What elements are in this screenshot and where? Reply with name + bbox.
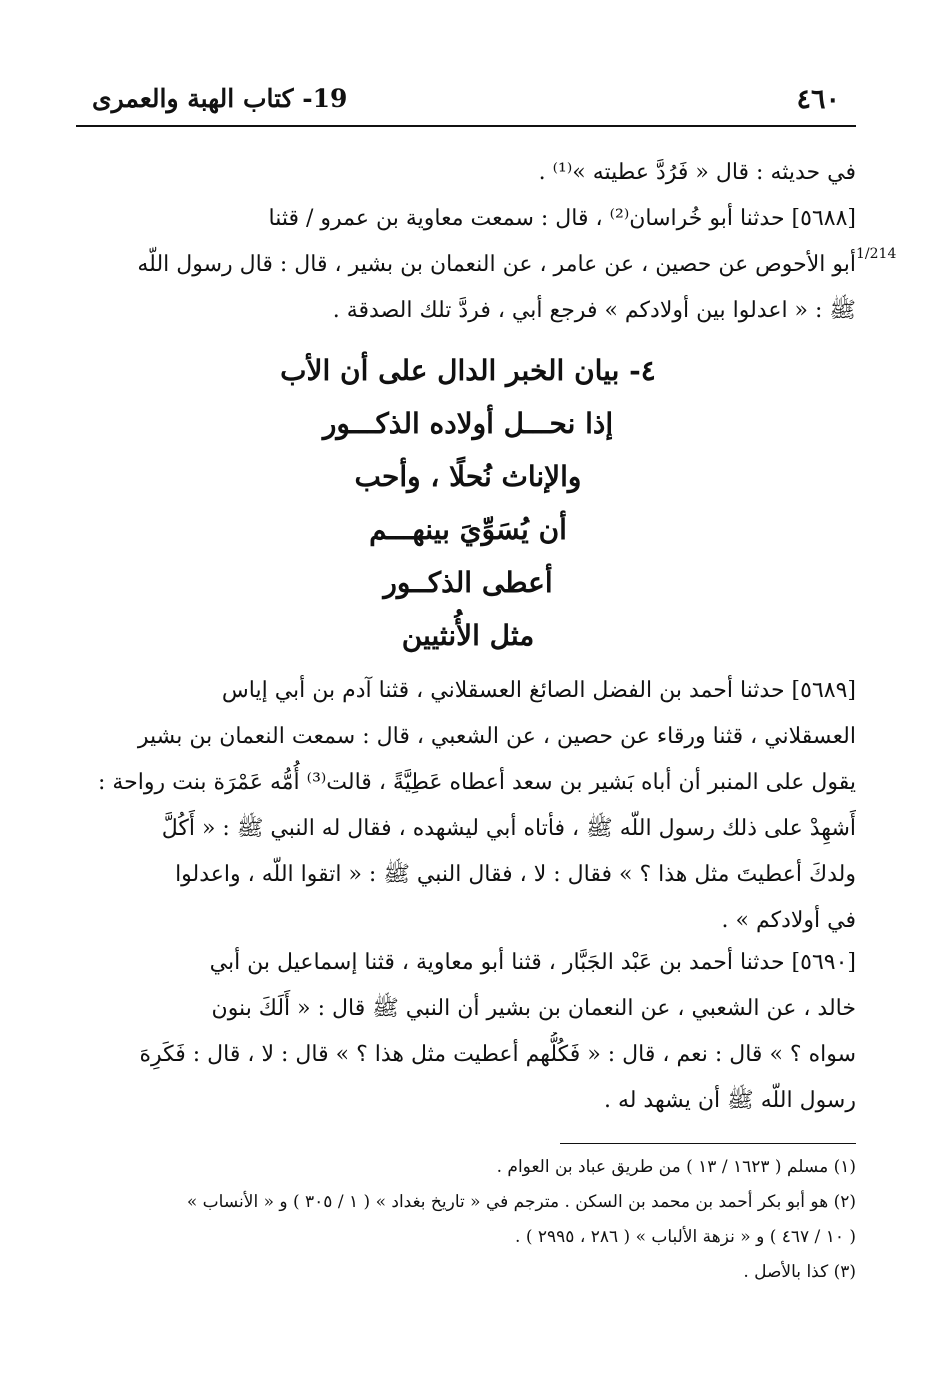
text-line: يقول على المنبر أن أباه بَشير بن سعد أعطاه عَطِيَّةً ، قالت⁽³⁾ أُمُّه عَمْرَة بنت رواحة : [97, 770, 856, 795]
text-line: أَشهِدْ على ذلك رسول اللّه ﷺ ، فأتاه أبي ليشهده ، فقال له النبي ﷺ : « أَكُلَّ [161, 816, 856, 841]
footnote: (٢) هو أبو بكر أحمد بن محمد بن السكن . مترجم في « تاريخ بغداد » ( ١ / ٣٠٥ ) و « الأنساب » [186, 1192, 856, 1212]
text-line: [٥٦٩٠] حدثنا أحمد بن عَبْد الجَبَّار ، قثنا أبو معاوية ، قثنا إسماعيل بن أبي [209, 950, 856, 975]
footnote: ( ١٠ / ٤٦٧ ) و « نزهة الألباب » ( ٢٨٦ ، ٢٩٩٥ ) . [515, 1227, 856, 1247]
heading-line: أن يُسَوِّيَ بينهـــم [369, 513, 567, 546]
text-line: [٥٦٨٨] حدثنا أبو خُراسان⁽²⁾ ، قال : سمعت معاوية بن عمرو / قثنا [268, 206, 856, 231]
footnote-divider [560, 1143, 856, 1144]
heading-line: ٤- بيان الخبر الدال على أن الأب [280, 354, 656, 387]
hadith-5689 [80, 668, 856, 944]
margin-folio-reference: 1/214 [856, 246, 897, 262]
footnote: (٣) كذا بالأصل . [743, 1262, 856, 1282]
heading-line: إذا نحـــل أولاده الذكـــور [322, 407, 614, 440]
heading-line: والإناث نُحلًا ، وأحب [354, 460, 582, 493]
text-line: رسول اللّه ﷺ أن يشهد له . [603, 1088, 856, 1113]
section-heading [80, 344, 856, 662]
text-line: خالد ، عن الشعبي ، عن النعمان بن بشير أن النبي ﷺ قال : « أَلَكَ بنون [211, 996, 856, 1021]
hadith-5690 [80, 940, 856, 1124]
heading-line: أعطى الذكــور [383, 566, 553, 599]
hadith-5688 [80, 196, 856, 334]
page-header [92, 80, 840, 120]
text-line: في حديثه : قال « فَرُدَّ عطيته »⁽¹⁾ . [538, 160, 856, 185]
footnotes [80, 1150, 856, 1290]
page-number: ٤٦٠ [796, 84, 840, 115]
text-line: في أولادكم » . [721, 908, 856, 933]
text-line: أبو الأحوص عن حصين ، عن عامر ، عن النعمان بن بشير ، قال : قال رسول اللّه [137, 252, 856, 277]
heading-line: مثل الأُنثيين [401, 619, 535, 652]
header-divider [76, 125, 856, 127]
paragraph-continuation [80, 150, 856, 196]
text-line: [٥٦٨٩] حدثنا أحمد بن الفضل الصائغ العسقلاني ، قثنا آدم بن أبي إياس [221, 678, 856, 703]
text-line: سواه ؟ » قال : نعم ، قال : « فَكُلُّهم أعطيت مثل هذا ؟ » قال : لا ، قال : فَكَرِهَ [139, 1042, 856, 1067]
text-line: ولدكَ أعطيتَ مثل هذا ؟ » فقال : لا ، فقال النبي ﷺ : « اتقوا اللّه ، واعدلوا [175, 862, 856, 887]
text-line: العسقلاني ، قثنا ورقاء عن حصين ، عن الشعبي ، قال : سمعت النعمان بن بشير [137, 724, 856, 749]
chapter-title: 19- كتاب الهبة والعمرى [92, 84, 348, 113]
text-line: ﷺ : « اعدلوا بين أولادكم » فرجع أبي ، فردَّ تلك الصدقة . [332, 298, 856, 323]
footnote: (١) مسلم ( ١٦٢٣ / ١٣ ) من طريق عباد بن العوام . [496, 1157, 856, 1177]
